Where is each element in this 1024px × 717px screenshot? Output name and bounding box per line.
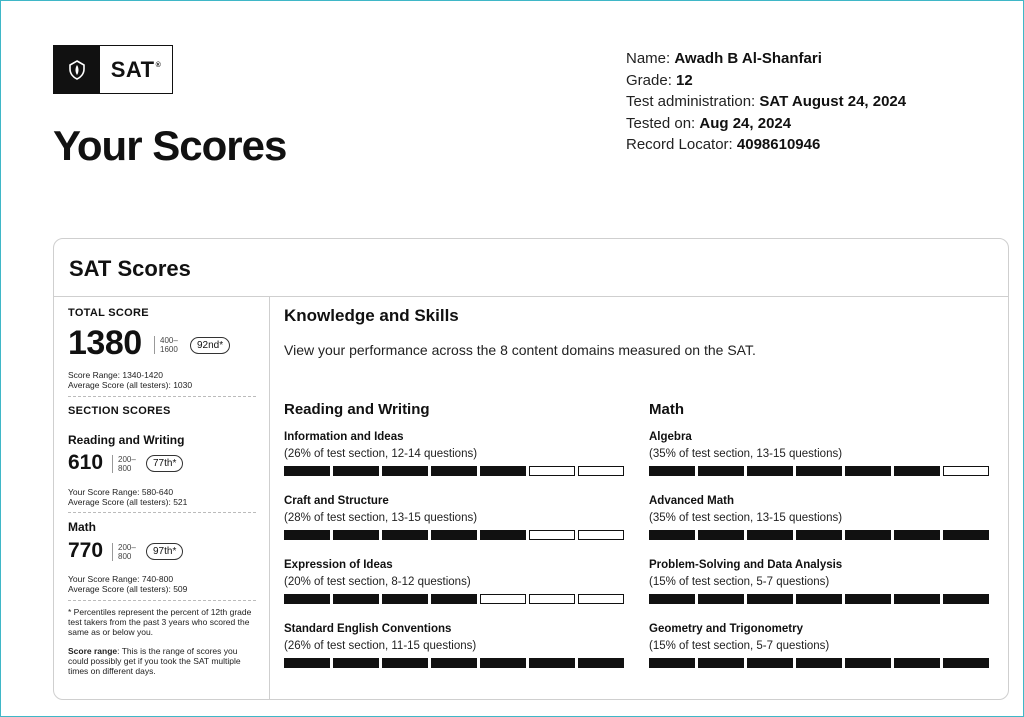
bar-segment-empty (480, 594, 526, 604)
bar-segment-filled (382, 658, 428, 668)
bar-segment-filled (529, 658, 575, 668)
bar-segment-filled (747, 594, 793, 604)
performance-bar (284, 530, 629, 540)
domain-name: Expression of Ideas (284, 559, 393, 571)
rw-score-range: Your Score Range: 580-640 (68, 487, 174, 497)
bar-segment-filled (649, 658, 695, 668)
bar-segment-filled (284, 466, 330, 476)
column-heading: Reading and Writing (284, 401, 430, 418)
bar-segment-filled (333, 530, 379, 540)
knowledge-skills-description: View your performance across the 8 content domains measured on the SAT. (284, 342, 756, 358)
bar-segment-filled (698, 530, 744, 540)
domain-detail: (35% of test section, 13-15 questions) (649, 448, 843, 460)
domain-item (649, 559, 994, 623)
domain-item (284, 559, 629, 623)
test-admin-line: Test administration: SAT August 24, 2024 (626, 93, 907, 110)
performance-bar (649, 466, 994, 476)
domain-item (649, 495, 994, 559)
logo-text: SAT ® (110, 56, 162, 82)
bar-segment-filled (431, 658, 477, 668)
total-score-range: Score Range: 1340-1420 (68, 370, 163, 380)
bar-segment-filled (894, 594, 940, 604)
total-percentile-badge: 92nd* (190, 337, 230, 354)
bar-segment-filled (943, 530, 989, 540)
record-locator-line: Record Locator: 4098610946 (626, 136, 821, 153)
bar-segment-filled (943, 658, 989, 668)
bar-segment-filled (943, 594, 989, 604)
bar-segment-filled (284, 594, 330, 604)
bar-segment-filled (333, 658, 379, 668)
bar-segment-empty (578, 466, 624, 476)
bar-segment-filled (698, 466, 744, 476)
math-section-name: Math (68, 520, 96, 534)
domain-detail: (26% of test section, 11-15 questions) (284, 640, 477, 652)
performance-bar (649, 658, 994, 668)
performance-bar (284, 594, 629, 604)
bar-segment-filled (894, 658, 940, 668)
rw-score-scale: 200– 800 (112, 455, 136, 473)
card-title: SAT Scores (69, 256, 191, 281)
knowledge-skills-panel (270, 297, 1009, 700)
domain-name: Geometry and Trigonometry (649, 623, 804, 635)
domain-detail: (15% of test section, 5-7 questions) (649, 576, 830, 588)
domain-item (284, 495, 629, 559)
sat-scores-card (53, 238, 1009, 700)
domain-detail: (35% of test section, 13-15 questions) (649, 512, 843, 524)
total-score: 1380 (68, 324, 142, 362)
domain-name: Craft and Structure (284, 495, 389, 507)
bar-segment-filled (796, 530, 842, 540)
bar-segment-filled (649, 530, 695, 540)
math-percentile-badge: 97th* (146, 543, 183, 560)
student-name-line: Name: Awadh B Al-Shanfari (626, 50, 822, 67)
bar-segment-filled (480, 658, 526, 668)
performance-bar (649, 594, 994, 604)
total-score-label: TOTAL SCORE (68, 307, 149, 319)
total-average-score: Average Score (all testers): 1030 (68, 380, 193, 390)
student-grade-line: Grade: 12 (626, 71, 693, 89)
bar-segment-empty (578, 594, 624, 604)
domain-item (284, 431, 629, 495)
rw-percentile-badge: 77th* (146, 455, 183, 472)
performance-bar (284, 466, 629, 476)
bar-segment-filled (284, 530, 330, 540)
bar-segment-filled (431, 530, 477, 540)
domain-item (649, 431, 994, 495)
domain-detail: (28% of test section, 13-15 questions) (284, 512, 478, 524)
performance-bar (284, 658, 629, 668)
bar-segment-filled (894, 530, 940, 540)
rw-section-score: 610 (68, 451, 104, 474)
domain-item (649, 623, 994, 687)
section-scores-label: SECTION SCORES (68, 405, 171, 417)
math-score-range: Your Score Range: 740-800 (68, 574, 174, 584)
bar-segment-filled (845, 658, 891, 668)
math-average-score: Average Score (all testers): 509 (68, 584, 188, 594)
bar-segment-filled (747, 466, 793, 476)
bar-segment-filled (480, 466, 526, 476)
domain-detail: (15% of test section, 5-7 questions) (649, 640, 830, 652)
bar-segment-filled (698, 594, 744, 604)
math-section-score: 770 (68, 539, 104, 562)
domain-detail: (20% of test section, 8-12 questions) (284, 576, 471, 588)
divider (68, 396, 256, 397)
divider (68, 600, 256, 601)
bar-segment-empty (578, 530, 624, 540)
bar-segment-filled (747, 658, 793, 668)
sat-logo (53, 45, 173, 94)
bar-segment-filled (845, 466, 891, 476)
bar-segment-filled (845, 530, 891, 540)
bar-segment-filled (796, 658, 842, 668)
bar-segment-filled (333, 466, 379, 476)
student-info (626, 48, 906, 156)
domain-name: Standard English Conventions (284, 623, 452, 635)
score-range-footnote: Score range: This is the range of scores you could possibly get if you took the SAT multiple times on different days. (68, 646, 241, 676)
bar-segment-filled (796, 466, 842, 476)
bar-segment-filled (649, 594, 695, 604)
domain-item (284, 623, 629, 687)
bar-segment-filled (845, 594, 891, 604)
page-title: Your Scores (53, 122, 287, 169)
domain-name: Information and Ideas (284, 431, 404, 443)
bar-segment-filled (796, 594, 842, 604)
score-summary-panel (54, 297, 270, 700)
column-heading: Math (649, 401, 684, 418)
math-domains-column (649, 401, 994, 687)
divider (68, 512, 256, 513)
bar-segment-filled (578, 658, 624, 668)
bar-segment-filled (894, 466, 940, 476)
domain-name: Advanced Math (649, 495, 734, 507)
math-score-scale: 200– 800 (112, 543, 136, 561)
percentile-footnote: * Percentiles represent the percent of 12th grade test takers from the past 3 years who scored the same as or below you. (68, 607, 252, 637)
total-score-scale: 400– 1600 (154, 336, 178, 354)
bar-segment-filled (333, 594, 379, 604)
performance-bar (649, 530, 994, 540)
bar-segment-empty (529, 530, 575, 540)
bar-segment-filled (431, 466, 477, 476)
bar-segment-filled (382, 466, 428, 476)
bar-segment-empty (529, 466, 575, 476)
bar-segment-empty (943, 466, 989, 476)
bar-segment-filled (382, 530, 428, 540)
domain-detail: (26% of test section, 12-14 questions) (284, 448, 478, 460)
bar-segment-filled (284, 658, 330, 668)
bar-segment-filled (698, 658, 744, 668)
rw-domains-column (284, 401, 629, 687)
tested-on-line: Tested on: Aug 24, 2024 (626, 114, 792, 132)
rw-average-score: Average Score (all testers): 521 (68, 497, 188, 507)
bar-segment-filled (431, 594, 477, 604)
bar-segment-empty (529, 594, 575, 604)
knowledge-skills-title: Knowledge and Skills (284, 306, 459, 325)
bar-segment-filled (480, 530, 526, 540)
bar-segment-filled (382, 594, 428, 604)
acorn-icon (54, 46, 100, 93)
rw-section-name: Reading and Writing (68, 433, 185, 447)
bar-segment-filled (747, 530, 793, 540)
bar-segment-filled (649, 466, 695, 476)
domain-name: Algebra (649, 431, 692, 443)
domain-name: Problem-Solving and Data Analysis (649, 559, 843, 571)
